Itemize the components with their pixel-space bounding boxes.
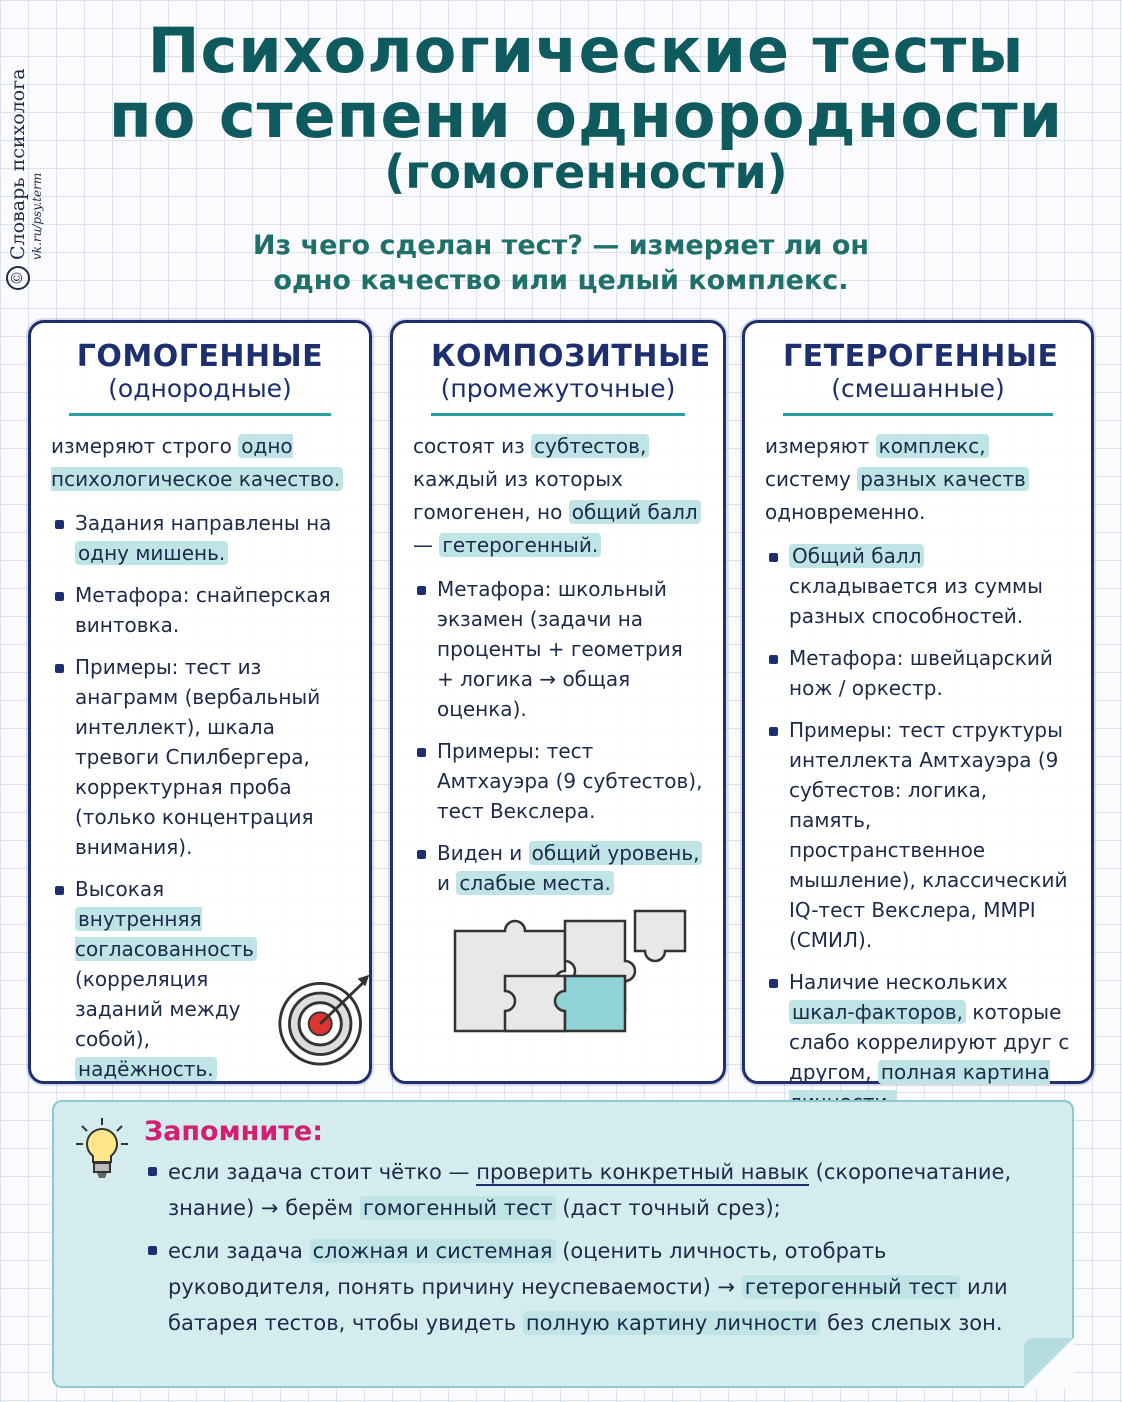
card-header: ГОМОГЕННЫЕ (однородные) [69, 339, 331, 416]
list-item: Общий балл складывается из суммы разных способностей. [765, 541, 1071, 631]
list-item: Метафора: швейцарский нож / оркестр. [765, 643, 1071, 703]
card-composite [390, 320, 726, 1084]
page-subtitle: Из чего сделан тест? — измеряет ли он одно качество или целый комплекс. [252, 230, 870, 297]
lightbulb-icon [74, 1116, 130, 1180]
copyright-icon: © [6, 266, 30, 290]
list-item: Виден и общий уровень, и слабые места. [413, 838, 703, 898]
list-item: Метафора: снайперская винтовка. [51, 580, 349, 640]
list-item: Примеры: тест структуры интеллекта Амтхауэра (9 субтестов: логика, память, пространственное мышление), классический IQ-тест Векслера, MMPI (СМИЛ). [765, 715, 1071, 955]
credit-url: vk.ru/psy.term [30, 172, 44, 260]
list-item: Метафора: школьный экзамен (задачи на проценты + геометрия + логика → общая оценка). [413, 574, 703, 724]
note-title: Запомните: [144, 1116, 324, 1147]
list-item: Задания направлены на одну мишень. [51, 508, 349, 568]
list-item: Примеры: тест из анаграмм (вербальный интеллект), шкала тревоги Спилбергера, корректурная проба (только концентрация внимания). [51, 652, 349, 862]
card-intro: состоят из субтестов, каждый из которых гомогенен, но общий балл — гетерогенный. [413, 430, 703, 562]
page-title: Психологические тесты по степени однородности (гомогенности) [108, 14, 1064, 200]
list-item: Наличие нескольких шкал-факторов, которые слабо коррелируют друг с другом, полная картина [765, 967, 1071, 1117]
target-icon [277, 971, 373, 1067]
list-item: если задача сложная и системная (оценить личность, отобрать руководителя, понять причину неуспеваемости) → гетерогенный тест или батарея тестов, чтобы увидеть полную картину личности без слепых зон. [144, 1234, 1046, 1341]
side-credit [6, 40, 66, 290]
puzzle-icon [445, 901, 695, 1041]
note-bullets [144, 1155, 1046, 1341]
card-intro: измеряют комплекс, систему разных качеств одновременно. [765, 430, 1071, 529]
card-header: ГЕТЕРОГЕННЫЕ (смешанные) [783, 339, 1053, 416]
card-header: КОМПОЗИТНЫЕ (промежуточные) [431, 339, 685, 416]
card-bullets [765, 541, 1071, 1117]
card-intro: измеряют строго одно психологическое качество. [51, 430, 349, 496]
remember-note [52, 1100, 1074, 1388]
page-fold [1024, 1338, 1074, 1388]
card-bullets [413, 574, 703, 898]
list-item: Примеры: тест Амтхауэра (9 субтестов), тест Векслера. [413, 736, 703, 826]
list-item: если задача стоит чётко — проверить конкретный навык (скоропечатание, знание) → берём гомогенный тест (даст точный срез); [144, 1155, 1046, 1226]
card-heterogeneous [742, 320, 1094, 1084]
list-item: Высокая внутренняя согласованность (корреляция заданий между собой), надёжность. [51, 874, 349, 1084]
credit-text: Словарь психолога [7, 68, 29, 260]
card-homogeneous [28, 320, 372, 1084]
